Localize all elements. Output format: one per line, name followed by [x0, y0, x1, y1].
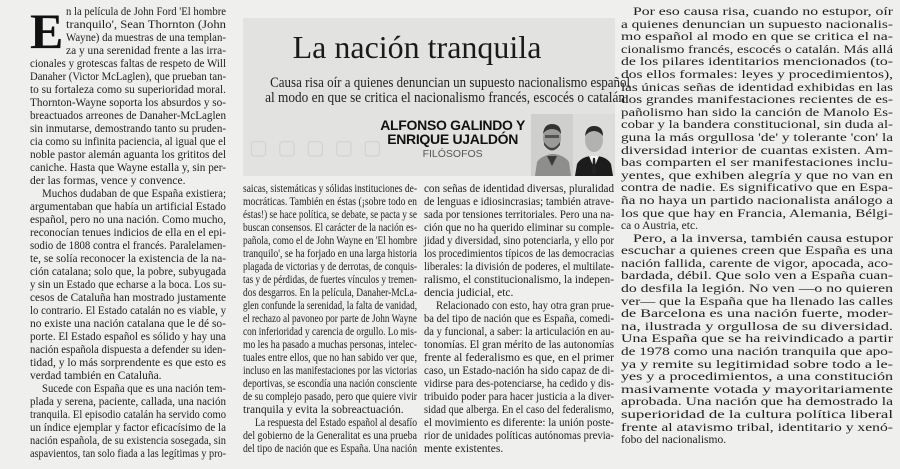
subtitle-line	[249, 75, 631, 91]
text-line	[621, 56, 893, 69]
text-line-content: los procedimientos típicos de las democracias	[424, 248, 614, 260]
text-line	[621, 132, 893, 145]
text-line-content: argumentaban que había un artificial Estado	[30, 201, 226, 213]
text-line	[30, 266, 226, 279]
text-line-content: Thornton-Wayne soporta los absurdos y so-	[30, 97, 226, 109]
text-line-content: tranquilo', se ha forjado en una larga historia	[243, 248, 417, 260]
text-line	[30, 253, 226, 266]
text-line-content: plada y serena, paciente, callada, una nación	[30, 396, 226, 408]
text-line	[424, 209, 614, 222]
text-line	[424, 326, 614, 339]
text-line-content: cia como su infinita paciencia, al igual que el	[30, 136, 226, 148]
text-line-content: bardada, débil. Que solo ven a España cuan-	[621, 270, 893, 283]
text-line-content: te, se solía reconocer la existencia de la na-	[30, 253, 226, 265]
text-line-content: escuchar a quienes creen que España es una	[621, 245, 893, 258]
text-line-content: frente al federalismo es que, en el primer	[424, 352, 614, 364]
text-line-content: tranquila y evita la sobreactuación.	[243, 404, 404, 416]
text-line-content: del tipo de nación que es España. Una nación	[243, 443, 417, 455]
text-line-content: der las formas, vence y convence.	[30, 175, 186, 187]
text-line-content: jidad y diversidad, sino potenciarla, y ello por	[424, 235, 614, 247]
text-line-content: glen confunde la serenidad, la falta de vanidad,	[243, 300, 417, 312]
text-line-content: sodio de 1808 contra el francés. Paralelamen-	[30, 240, 226, 252]
text-line	[30, 422, 226, 435]
text-line	[621, 145, 893, 158]
text-line-content: el movimiento es diferente: la unión poste-	[424, 417, 614, 429]
text-line-content: dos desgarros. En la película, Danaher-McLa-	[243, 287, 417, 299]
text-line-content: a quienes denuncian un supuesto nacionalis-	[621, 18, 893, 31]
text-line-content: de Barcelona es una nación fuerte, moder-	[621, 308, 893, 321]
text-line-content: ca o Austria, etc.	[621, 220, 698, 233]
text-line	[621, 346, 893, 359]
headline-subtitle	[249, 75, 631, 106]
text-line	[30, 344, 226, 357]
background-watermark: ▢ ▢ ▢ ▢ ▢	[249, 137, 384, 159]
text-line-content: Por eso causa risa, cuando no estupor, oír	[633, 6, 893, 18]
text-line	[30, 123, 226, 136]
headline-title: La nación tranquila	[292, 29, 542, 65]
text-line	[621, 270, 893, 283]
text-line	[243, 196, 417, 209]
text-line	[30, 58, 226, 71]
text-line-content: guna la más orgullosa 'de' y tolerante 'con' la	[621, 131, 893, 144]
text-line-content: na, ilustrada y orgullosa de su diversidad.	[621, 320, 893, 333]
text-line-content: con señas de identidad diversas, pluralidad	[424, 183, 614, 195]
text-line-content: mo español al modo en que se critica el na-	[621, 31, 893, 44]
text-line	[424, 248, 614, 261]
text-line	[621, 44, 893, 57]
text-line-content: ver— que la España que ha llenado las calles	[621, 295, 893, 308]
text-line	[621, 82, 893, 95]
text-line	[30, 240, 226, 253]
text-line	[621, 333, 893, 346]
text-line	[424, 430, 614, 443]
text-line-content: cionales y grotescas faltas de respeto de Will	[30, 58, 226, 70]
text-line-content: za y una serenidad frente a las irra-	[66, 45, 226, 57]
text-line	[621, 69, 893, 82]
text-line-content: ción que no ha querido eliminar su comple-	[424, 222, 614, 234]
text-line	[424, 287, 614, 300]
headline-box	[243, 18, 631, 176]
text-line-content: buscan consensos. El carácter de la nación es-	[243, 222, 417, 234]
text-line	[30, 214, 226, 227]
text-line-content: ción catalana; solo que, la pobre, subyugada	[30, 266, 226, 278]
text-line-content: masivamente votada y mayoritariamente	[621, 383, 893, 396]
text-line-content: porte. El Estado español es sólido y hay una	[30, 331, 226, 343]
text-line	[621, 321, 893, 334]
text-line-content: verdad también en Cataluña.	[30, 370, 162, 382]
text-line	[621, 422, 893, 435]
article-column-4	[621, 6, 893, 447]
text-line-content: de lenguas e idiosincrasias; también atrave-	[424, 196, 614, 208]
text-line	[30, 84, 226, 97]
text-line-content: deportivas, se escondía una nación consciente	[243, 378, 417, 390]
text-line-content: nación española dispuesta a defender su iden-	[30, 344, 226, 356]
text-line	[424, 339, 614, 352]
text-line	[243, 352, 417, 365]
text-line	[30, 175, 226, 188]
text-line	[243, 378, 417, 391]
text-line	[424, 313, 614, 326]
text-line	[621, 220, 893, 233]
text-line-content: dencia judicial, etc.	[424, 287, 514, 299]
text-line-content: mocráticas. También en éstas (¡sobre todo en	[243, 196, 417, 208]
text-line-content: tonomías. El gran mérito de las autonomías	[424, 339, 614, 351]
text-line	[424, 274, 614, 287]
text-line	[621, 157, 893, 170]
text-line-content: no existe una nación catalana que le dé so-	[30, 318, 226, 330]
text-line-content: caniche. Hasta que Wayne estalla y, sin per-	[30, 162, 226, 174]
text-line-content: fobo del nacionalismo.	[621, 434, 727, 447]
text-line-content: bas comparten el ser manifestaciones inclu-	[621, 157, 893, 170]
text-line	[621, 283, 893, 296]
text-line-content: lo contrario. El Estado catalán no es viable, y	[30, 305, 226, 317]
text-line-content: y sin un Estado que echarse a la boca. Los su-	[30, 279, 226, 291]
text-line	[30, 357, 226, 370]
text-line-content: contra de nadie. Es significativo que en Espa-	[621, 182, 893, 195]
text-line	[30, 318, 226, 331]
text-line	[424, 300, 614, 313]
text-line	[621, 208, 893, 221]
text-line	[30, 201, 226, 214]
article-column-2	[243, 183, 417, 456]
text-line	[621, 296, 893, 309]
text-line-content: ña no haya un partido nacionalista análogo a	[621, 194, 893, 207]
text-line-content: incluso en las manifestaciones por las victorias	[243, 365, 417, 377]
text-line-content: las únicas señas de identidad exhibidas en las	[621, 81, 893, 94]
text-line-content: reconocían tenues indicios de ella en el epi-	[30, 227, 226, 239]
text-line-content: Wayne) da muestras de una templan-	[66, 32, 226, 44]
text-line	[30, 383, 226, 396]
author-name-line: ALFONSO GALINDO Y	[380, 117, 525, 133]
text-line-content: superioridad de la cultura política liberal	[621, 409, 893, 421]
text-line	[30, 71, 226, 84]
author-name-line: ENRIQUE UJALDÓN	[387, 131, 519, 147]
text-line	[621, 308, 893, 321]
text-line	[243, 261, 417, 274]
text-line	[30, 136, 226, 149]
author-role: FILÓSOFOS	[422, 148, 483, 160]
text-line	[621, 384, 893, 397]
text-line-content: do desfila la legión. No ven —o no quieren	[621, 283, 893, 296]
text-line-content: con inferioridad y carencia de orgullo. Lo mis-	[243, 326, 417, 338]
text-line-content: Muchos dudaban de que España existiera;	[42, 188, 226, 200]
text-line-content: Relacionado con esto, hay otra gran prue-	[436, 300, 614, 312]
text-line-content: ya y remite su legitimidad sobre todo a le-	[621, 358, 893, 371]
text-line-content: cesos de Cataluña han mostrado justamente	[30, 292, 226, 304]
text-line	[243, 417, 417, 430]
text-line-content: La respuesta del Estado español al desafío	[255, 417, 417, 429]
text-line-content: del gobierno de la Generalitat es una prueba	[243, 430, 417, 442]
author-photos	[531, 114, 615, 176]
text-line	[243, 404, 417, 417]
text-line	[424, 183, 614, 196]
text-line-content: español, pero no una nación. Como mucho,	[30, 214, 226, 226]
text-line-content: los que que hay en Francia, Alemania, Bélgi-	[621, 207, 893, 220]
text-line	[30, 435, 226, 448]
text-line	[30, 110, 226, 123]
text-line	[30, 331, 226, 344]
text-line	[30, 279, 226, 292]
text-line	[30, 6, 226, 19]
text-line-content: un índice ejemplar y factor eficacísimo de la	[30, 422, 226, 434]
text-line	[621, 195, 893, 208]
text-line	[424, 443, 614, 456]
text-line	[424, 391, 614, 404]
text-line	[621, 19, 893, 32]
text-line-content: sidad que alberga. En el caso del federalismo,	[424, 404, 614, 416]
text-line	[424, 378, 614, 391]
text-line-content: noble pastor alemán aguanta los grititos del	[30, 149, 226, 161]
text-line-content: yentes, que exhiben alegría y que no van en	[621, 169, 893, 182]
text-line-content: sada por tensiones territoriales. Pero una na-	[424, 209, 614, 221]
text-line	[30, 97, 226, 110]
text-line	[243, 365, 417, 378]
text-line	[30, 19, 226, 32]
text-line-content: rior de unidades políticas autónomas previa-	[424, 430, 614, 442]
text-line-content: dos grandes manifestaciones recientes de es-	[621, 94, 893, 107]
text-line	[621, 258, 893, 271]
drop-cap: E	[30, 6, 64, 56]
text-line	[621, 245, 893, 258]
text-line	[424, 417, 614, 430]
text-line	[424, 196, 614, 209]
text-line-content: to su fortaleza como su superioridad moral.	[30, 84, 226, 96]
text-line	[30, 45, 226, 58]
text-line-content: cionalismo francés, escocés o catalán. Más allá	[621, 43, 893, 56]
text-line	[621, 170, 893, 183]
text-line	[30, 292, 226, 305]
text-line-content: pañola, como el de John Wayne en 'El hombre	[243, 235, 417, 247]
text-line-content: tranquila. El episodio catalán ha servido como	[30, 409, 226, 421]
text-line-content: tranquilo', Sean Thornton (John	[66, 19, 226, 31]
text-line	[243, 287, 417, 300]
text-line	[30, 396, 226, 409]
text-line-content: cobar y la bandera constitucional, sin duda al-	[621, 119, 893, 132]
text-line-content: plagada de victorias y de derrotas, de conquis-	[243, 261, 417, 273]
text-line	[30, 188, 226, 201]
text-line-content: tas y de pérdidas, de fuertes vínculos y tremen-	[243, 274, 417, 286]
text-line-content: ba del tipo de nación que es España, comedi-	[424, 313, 614, 325]
text-line	[30, 370, 226, 383]
text-line-content: pañolismo han sido la canción de Manolo Es-	[621, 106, 893, 119]
subtitle-line-text: al modo en que se critica el nacionalismo francés, escocés o catalán	[265, 90, 626, 106]
text-line	[243, 248, 417, 261]
text-line	[424, 261, 614, 274]
text-line-content: aprobada. Una nación que ha demostrado la	[621, 396, 893, 409]
text-line	[621, 434, 893, 447]
text-line	[621, 409, 893, 422]
text-line-content: éstas!) se hace política, se debate, se pacta y se	[243, 209, 417, 221]
text-line-content: frente al atavismo tribal, identitario y xenó-	[621, 421, 893, 434]
text-line-content: ralismo, el constitucionalismo, la indepen-	[424, 274, 614, 286]
text-line	[621, 396, 893, 409]
text-line-content: breactuados arreones de Danaher-McLaglen	[30, 110, 226, 122]
text-line-content: Una España que se ha reivindicado a partir	[621, 333, 893, 346]
text-line-content: tidad, y lo más sorprendente es que esto es	[30, 357, 226, 369]
subtitle-line-text: Causa risa oír a quienes denuncian un supuesto nacionalismo español	[270, 75, 631, 91]
text-line-content: mo les ha pasado a muchas personas, intelec-	[243, 339, 417, 351]
text-line	[243, 313, 417, 326]
text-line	[621, 359, 893, 372]
text-line-content: caso, un Estado-nación ha sido capaz de di-	[424, 365, 614, 377]
author-byline	[380, 118, 525, 161]
text-line-content: mente existentes.	[424, 443, 504, 455]
text-line-content: de su complejo pasado, pero que quiere vivir	[243, 391, 417, 403]
text-line	[424, 235, 614, 248]
text-line	[243, 183, 417, 196]
text-line-content: vidirse para des-potenciarse, ha cedido y dis-	[424, 378, 614, 390]
text-line-content: aspavientos, tan solo fiada a las legítimas y pro-	[30, 448, 226, 460]
text-line	[243, 326, 417, 339]
text-line	[243, 222, 417, 235]
text-line	[243, 339, 417, 352]
text-line-content: tribuido poder para hacer justicia a la diver-	[424, 391, 614, 403]
text-line	[30, 409, 226, 422]
text-line-content: da y funcional, a saber: la articulación en au-	[424, 326, 614, 338]
text-line-content: el rechazo al pavoneo por parte de John Wayne	[243, 313, 417, 325]
text-line-content: diversidad interior de cuantas existen. Am-	[621, 144, 893, 157]
text-line	[621, 371, 893, 384]
text-line-content: Danaher (Victor McLaglen), que prueban tan-	[30, 71, 226, 83]
text-line-content: saicas, sistemáticas y sólidas instituciones de-	[243, 183, 417, 195]
text-line	[621, 31, 893, 44]
text-line	[243, 300, 417, 313]
author-photo-1	[531, 114, 573, 176]
author-photo-2	[573, 114, 615, 176]
text-line	[621, 107, 893, 120]
text-line	[424, 222, 614, 235]
text-line	[424, 352, 614, 365]
text-line	[621, 233, 893, 246]
text-line	[621, 119, 893, 132]
text-line	[424, 365, 614, 378]
text-line-content: Sucede con España que es una nación tem-	[42, 383, 226, 395]
text-line-content: yes y a procedimientos, a una constitución	[621, 371, 893, 384]
text-line	[30, 32, 226, 45]
text-line	[424, 404, 614, 417]
text-line-content: n la película de John Ford 'El hombre	[66, 6, 226, 18]
text-line-content: sin inmutarse, demostrando tanto su pruden-	[30, 123, 226, 135]
text-line-content: nación española, de su existencia sosegada, sin	[30, 435, 226, 447]
text-line	[621, 94, 893, 107]
text-line	[621, 6, 893, 19]
text-line	[243, 430, 417, 443]
text-line	[30, 305, 226, 318]
text-line	[621, 182, 893, 195]
article-column-3	[424, 183, 614, 456]
text-line	[30, 149, 226, 162]
text-line-content: liberales: la división de poderes, el multilate-	[424, 261, 614, 273]
text-line-content: tuales entre ellos, que no han sabido ver que,	[243, 352, 417, 364]
article-column-1	[30, 6, 226, 461]
text-line	[30, 162, 226, 175]
text-line-content: de los pilares identitarios mencionados (to-	[621, 56, 893, 69]
text-line	[243, 391, 417, 404]
text-line-content: nación fallida, carente de vigor, apocada, aco-	[621, 257, 893, 270]
subtitle-line	[249, 90, 626, 106]
text-line-content: de 1978 como una nación tranquila que apo-	[621, 346, 893, 359]
text-line-content: Pero, a la inversa, también causa estupor	[633, 232, 893, 245]
text-line	[243, 209, 417, 222]
text-line	[243, 235, 417, 248]
text-line	[243, 274, 417, 287]
text-line	[243, 443, 417, 456]
text-line-content: dos ellos formales: leyes y procedimientos),	[621, 68, 893, 81]
text-line	[30, 448, 226, 461]
text-line	[30, 227, 226, 240]
